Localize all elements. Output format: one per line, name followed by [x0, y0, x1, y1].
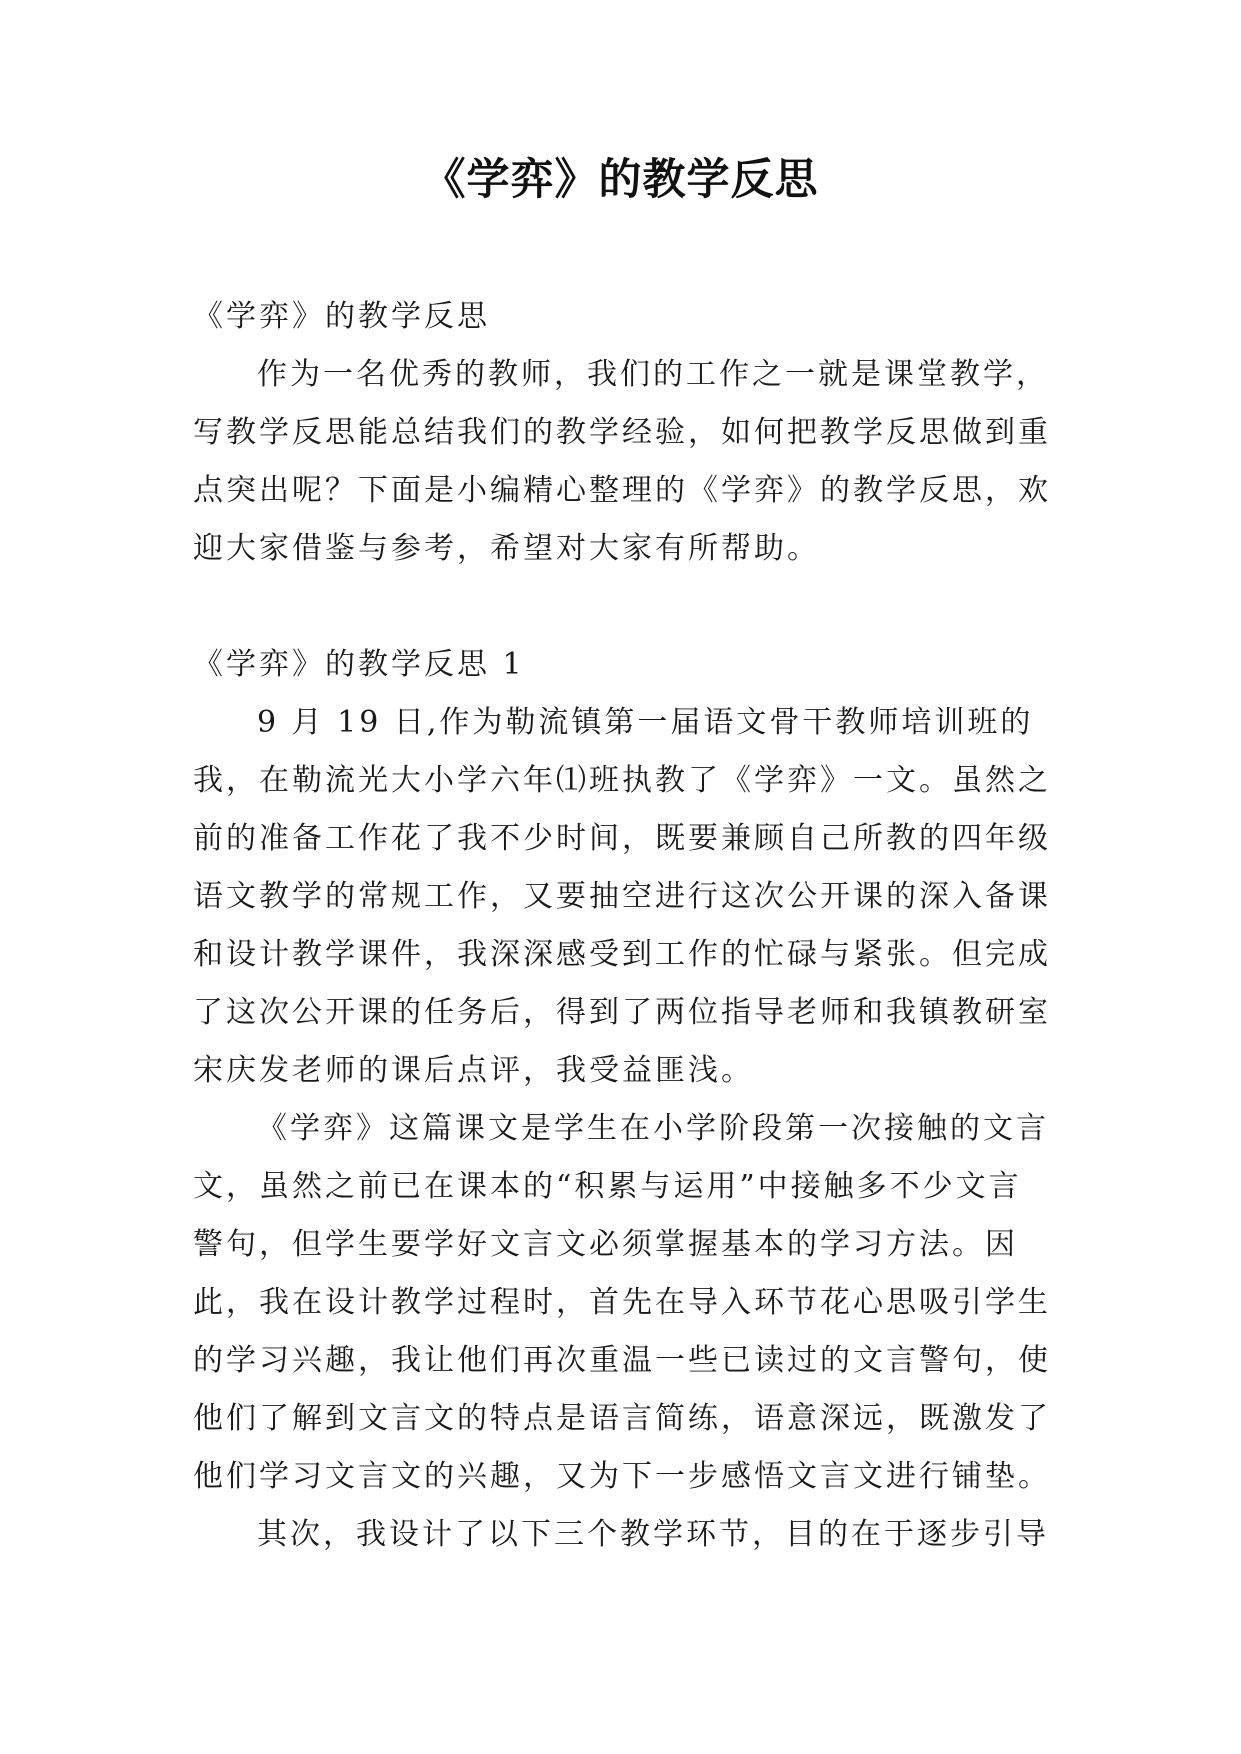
body-paragraph: 其次，我设计了以下三个教学环节，目的在于逐步引导 — [257, 1517, 1049, 1552]
document-body — [193, 288, 1053, 1564]
section-heading: 《学弈》的教学反思 1 — [193, 647, 525, 682]
document-title: 《学弈》的教学反思 — [422, 155, 819, 205]
body-paragraph: 《学弈》这篇课文是学生在小学阶段第一次接触的文言文，虽然之前已在课本的“积累与运用”中接触多不少文言警句，但学生要学好文言文必须掌握基本的学习方法。因此，我在设计教学过程时，首先在导入环节花心思吸引学生的学习兴趣，我让他们再次重温一些已读过的文言警句，使他们了解到文言文的特点是语言简练，语意深远，既激发了他们学习文言文的兴趣，又为下一步感悟文言文进行铺垫。 — [193, 1111, 1051, 1494]
document-subtitle: 《学弈》的教学反思 — [193, 299, 490, 334]
section-spacer — [193, 578, 1053, 636]
intro-paragraph: 作为一名优秀的教师，我们的工作之一就是课堂教学，写教学反思能总结我们的教学经验，如何把教学反思做到重点突出呢？下面是小编精心整理的《学弈》的教学反思，欢迎大家借鉴与参考，希望对大家有所帮助。 — [193, 357, 1051, 566]
body-paragraph: 9 月 19 日,作为勒流镇第一届语文骨干教师培训班的我，在勒流光大小学六年⑴班执教了《学弈》一文。虽然之前的准备工作花了我不少时间，既要兼顾自己所教的四年级语文教学的常规工作，又要抽空进行这次公开课的深入备课和设计教学课件，我深深感受到工作的忙碌与紧张。但完成了这次公开课的任务后，得到了两位指导老师和我镇教研室宋庆发老师的课后点评，我受益匪浅。 — [193, 705, 1051, 1088]
